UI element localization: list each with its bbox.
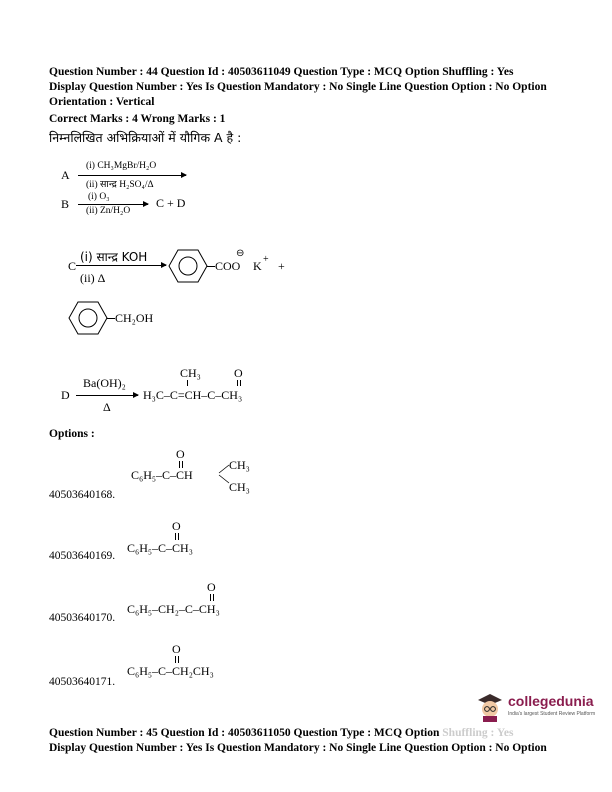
bond: [175, 656, 176, 663]
bond: [179, 461, 180, 468]
bond: [213, 594, 214, 601]
bond: [240, 380, 241, 386]
question-text: निम्नलिखित अभिक्रियाओं में यौगिक A है :: [49, 130, 242, 145]
option-4-oxygen: O: [172, 642, 181, 656]
q45-meta-line-1: [49, 726, 513, 741]
option-2-formula[interactable]: C₆H₅–C–CH₃: [127, 541, 193, 555]
options-label: Options :: [49, 428, 95, 440]
collegedunia-logo: [474, 692, 604, 722]
reaction-d-arrow: [76, 395, 138, 396]
negative-charge-icon: ⊖: [236, 248, 245, 259]
option-3-formula[interactable]: C₆H₅–CH₂–C–CH₃: [127, 602, 220, 616]
reaction-b-arrow: [78, 204, 148, 205]
option-1-oxygen: O: [176, 447, 185, 461]
bond: [237, 380, 238, 386]
bond: [178, 656, 179, 663]
product-top-ch3: CH₃: [180, 366, 201, 380]
reaction-d-reagent-2: Δ: [103, 400, 111, 414]
bond: [187, 380, 188, 386]
reaction-c-label: C: [68, 259, 77, 273]
q45-meta-line-1-text: Question Number : 45 Question Id : 40503611050 Question Type : MCQ Option: [49, 727, 440, 739]
logo-tagline: India's largest Student Review Platform: [508, 711, 596, 717]
q44-meta-line-3: Orientation : Vertical: [49, 96, 155, 108]
q45-meta-line-2: Display Question Number : Yes Is Question Mandatory : No Single Line Question Option : No Option: [49, 742, 547, 754]
option-3-oxygen: O: [207, 580, 216, 594]
reaction-c-reagent-2: (ii) Δ: [80, 271, 106, 285]
product-carboxylate: COO: [215, 259, 241, 273]
bond: [175, 533, 176, 540]
benzene-ring-icon: [168, 248, 208, 284]
option-1-branch-bottom: CH₃: [229, 480, 250, 494]
product-potassium: K: [253, 259, 262, 273]
reaction-b-product: C + D: [156, 196, 186, 210]
bond: [182, 461, 183, 468]
logo-name: collegedunia: [508, 693, 594, 709]
product-benzyl-alcohol-group: CH₂OH: [115, 311, 154, 325]
reaction-b-reagent-2: (ii) Zn/H₂O: [86, 206, 131, 216]
reaction-a-reagent-1: (i) CH₃MgBr/H₂O: [86, 161, 157, 171]
option-4-id[interactable]: 40503640171.: [49, 676, 116, 688]
reaction-c-plus: +: [278, 259, 285, 273]
reaction-a-arrow: [78, 175, 186, 176]
bond: [210, 594, 211, 601]
reaction-d-label: D: [61, 388, 70, 402]
bond: [107, 318, 115, 319]
positive-charge: +: [263, 254, 269, 265]
q44-meta-line-1: Question Number : 44 Question Id : 40503611049 Question Type : MCQ Option Shuffling : Yes: [49, 66, 514, 78]
q44-meta-line-2: Display Question Number : Yes Is Question Mandatory : No Single Line Question Option : No Option: [49, 81, 547, 93]
option-2-oxygen: O: [172, 519, 181, 533]
reaction-b-label: B: [61, 197, 70, 211]
bond: [207, 266, 215, 267]
reaction-b-reagent-1: (i) O₃: [88, 192, 110, 202]
branch-bonds: [217, 463, 231, 485]
reaction-c-reagent-1: (i) सान्द्र KOH: [80, 250, 148, 264]
reaction-a-reagent-2: (ii) सान्द्र H₂SO₄/Δ: [86, 180, 154, 190]
option-1-formula[interactable]: C₆H₅–C–CH: [131, 468, 193, 482]
product-main-chain: H₃C–C=CH–C–CH₃: [143, 388, 243, 402]
option-1-id[interactable]: 40503640168.: [49, 489, 116, 501]
reaction-c-arrow: [76, 265, 166, 266]
option-3-id[interactable]: 40503640170.: [49, 612, 116, 624]
q45-meta-line-1-faded: Shuffling : Yes: [442, 727, 514, 739]
option-4-formula[interactable]: C₆H₅–C–CH₂CH₃: [127, 664, 214, 678]
product-top-o: O: [234, 366, 243, 380]
bond: [178, 533, 179, 540]
option-2-id[interactable]: 40503640169.: [49, 550, 116, 562]
student-mascot-icon: [474, 692, 506, 722]
reaction-a-label: A: [61, 168, 70, 182]
option-1-branch-top: CH₃: [229, 458, 250, 472]
q44-marks: Correct Marks : 4 Wrong Marks : 1: [49, 113, 226, 125]
reaction-d-reagent-1: Ba(OH)₂: [83, 376, 126, 390]
benzene-ring-icon: [68, 300, 108, 336]
